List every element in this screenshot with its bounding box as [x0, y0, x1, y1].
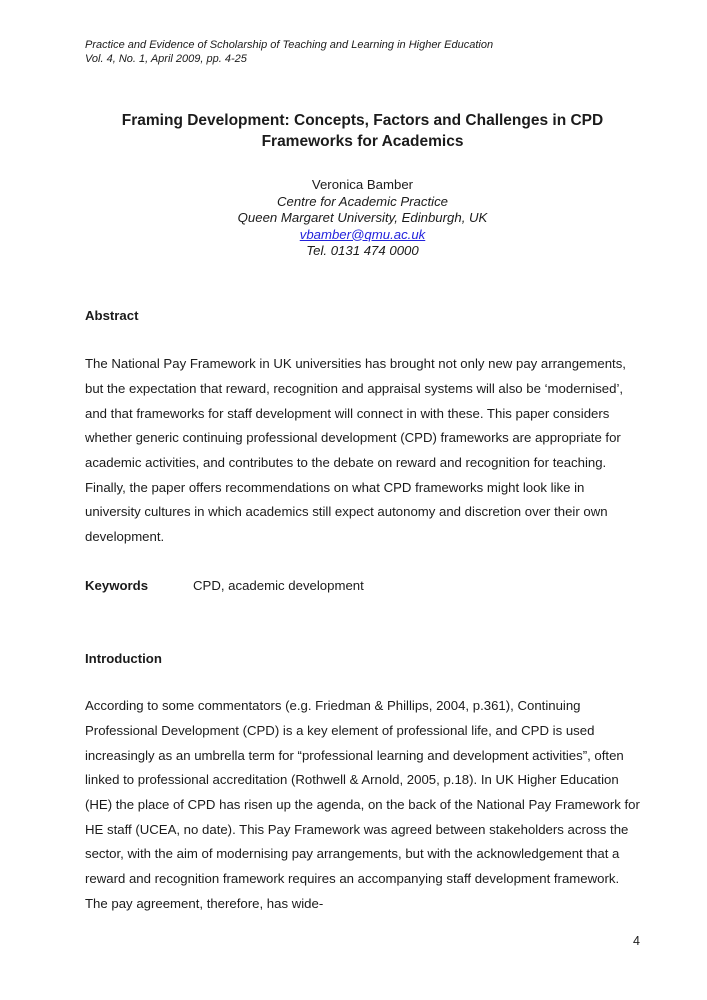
author-block [85, 177, 640, 260]
author-department: Centre for Academic Practice [276, 193, 448, 209]
journal-header [85, 39, 640, 66]
article-title [85, 110, 640, 152]
keywords-value: CPD, academic development [193, 577, 364, 593]
article-title-line1: Framing Development: Concepts, Factors and Challenges in CPD [121, 112, 604, 129]
article-title-line2: Frameworks for Academics [261, 133, 464, 150]
keywords-label: Keywords [85, 577, 149, 593]
introduction-paragraph: According to some commentators (e.g. Friedman & Phillips, 2004, p.361), Continuing Professional Development (CPD) is a key element of professional life, and CPD is used increasingly as an umbrella term for “professional learning and development activities”, often linked to professional accreditation (Rothwell & Arnold, 2005, p.18). In UK Higher Education (HE) the place of CPD has risen up the agenda, on the back of the National Pay Framework for HE staff (UCEA, no date). This Pay Framework was agreed between stakeholders across the sector, with the aim of modernising pay arrangements, but with the acknowledgement that a reward and recognition framework requires an accompanying staff development framework. The pay agreement, therefore, has wide- [85, 698, 640, 911]
author-name: Veronica Bamber [311, 177, 414, 192]
author-phone: Tel. 0131 474 0000 [306, 243, 419, 258]
page-number: 4 [633, 934, 640, 948]
journal-issue: Vol. 4, No. 1, April 2009, pp. 4-25 [85, 52, 247, 65]
keywords-row [85, 574, 640, 599]
abstract-heading: Abstract [85, 307, 139, 323]
abstract-text: The National Pay Framework in UK universities has brought not only new pay arrangements, but the expectation that reward, recognition and appraisal systems will also be ‘modernised’, and that frameworks for staff development will connect in with these. This paper considers whether generic continuing professional development (CPD) frameworks are appropriate for academic activities, and contributes to the debate on reward and recognition for teaching. Finally, the paper offers recommendations on what CPD frameworks might look like in university cultures in which academics still expect autonomy and discretion over their own development. [85, 356, 626, 545]
author-institution: Queen Margaret University, Edinburgh, UK [237, 210, 488, 225]
introduction-heading: Introduction [85, 650, 162, 666]
journal-name: Practice and Evidence of Scholarship of Teaching and Learning in Higher Education [85, 39, 494, 51]
author-email-link[interactable]: vbamber@qmu.ac.uk [299, 226, 426, 242]
